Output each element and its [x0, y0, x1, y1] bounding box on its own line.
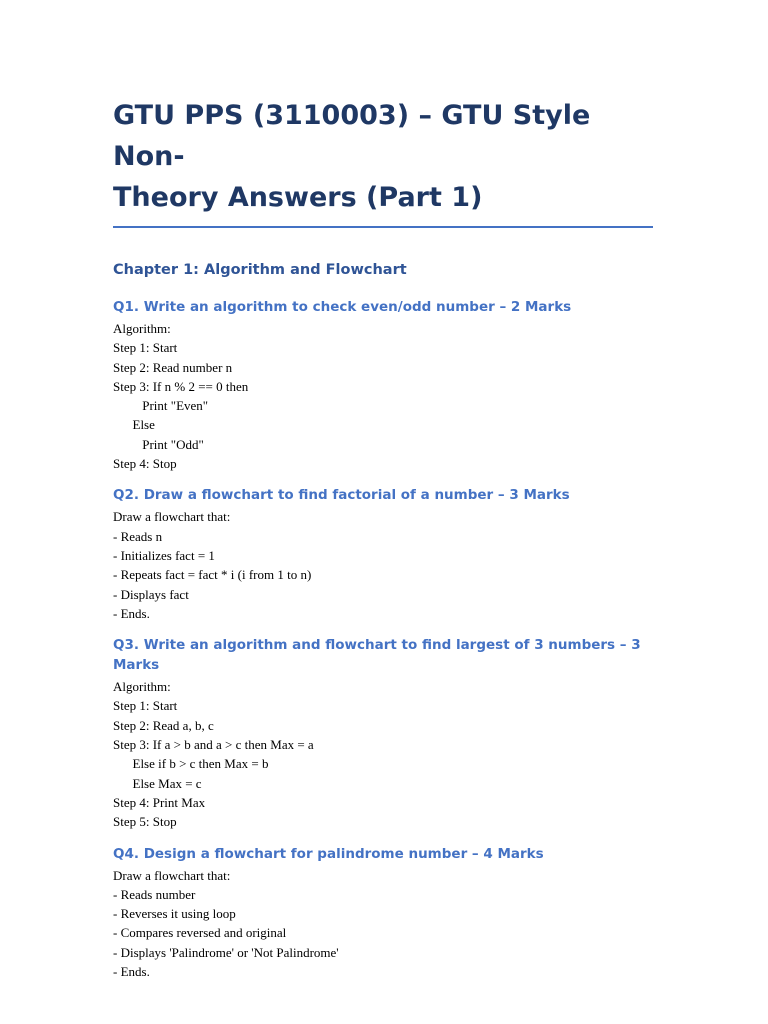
answer-line: Step 2: Read number n — [113, 359, 233, 375]
question-heading: Q1. Write an algorithm to check even/odd number – 2 Marks — [113, 299, 572, 315]
answer-line: Draw a flowchart that: — [113, 509, 231, 525]
answer-line: Step 5: Stop — [113, 814, 177, 830]
question-section — [113, 635, 653, 831]
answer-line: Step 3: If n % 2 == 0 then — [113, 378, 249, 394]
answer-line: - Displays fact — [113, 586, 189, 602]
answer-line: - Reads number — [113, 886, 196, 902]
answer-line: - Initializes fact = 1 — [113, 547, 215, 563]
answer-lines — [113, 677, 653, 831]
question-section — [113, 297, 653, 473]
answer-line: Algorithm: — [113, 679, 171, 695]
answer-line: Else — [113, 417, 155, 433]
answer-lines — [113, 319, 653, 473]
answer-line: Step 2: Read a, b, c — [113, 717, 214, 733]
answer-line: Step 1: Start — [113, 340, 178, 356]
answer-line: - Compares reversed and original — [113, 925, 287, 941]
question-heading: Q4. Design a flowchart for palindrome number – 4 Marks — [113, 845, 544, 862]
answer-line: Step 1: Start — [113, 698, 178, 714]
page-title — [113, 95, 653, 228]
answer-line: Draw a flowchart that: — [113, 867, 231, 883]
question-heading: Q3. Write an algorithm and flowchart to find largest of 3 numbers – 3 Marks — [113, 637, 641, 674]
answer-line: Print "Even" — [113, 398, 209, 414]
answer-line: Print "Odd" — [113, 436, 204, 452]
answer-line: Else if b > c then Max = b — [113, 756, 269, 772]
chapter-heading: Chapter 1: Algorithm and Flowchart — [113, 262, 407, 278]
answer-line: Step 4: Print Max — [113, 794, 206, 810]
document-page — [113, 95, 653, 981]
answer-line: - Ends. — [113, 605, 150, 621]
answer-line: Step 4: Stop — [113, 456, 177, 472]
title-line-1: GTU PPS (3110003) – GTU Style Non- — [113, 100, 591, 172]
answer-line: Else Max = c — [113, 775, 202, 791]
answer-lines — [113, 507, 653, 623]
answer-line: - Displays 'Palindrome' or 'Not Palindrome' — [113, 944, 339, 960]
answer-line: - Reads n — [113, 528, 163, 544]
answer-line: - Repeats fact = fact * i (i from 1 to n) — [113, 567, 312, 583]
answer-line: Step 3: If a > b and a > c then Max = a — [113, 737, 314, 753]
answer-line: - Reverses it using loop — [113, 906, 236, 922]
answer-line: Algorithm: — [113, 321, 171, 336]
title-line-2: Theory Answers (Part 1) — [113, 182, 483, 213]
answer-lines — [113, 866, 653, 982]
question-section — [113, 485, 653, 623]
question-heading: Q2. Draw a flowchart to find factorial of a number – 3 Marks — [113, 487, 570, 504]
question-section — [113, 844, 653, 982]
answer-line: - Ends. — [113, 964, 150, 980]
